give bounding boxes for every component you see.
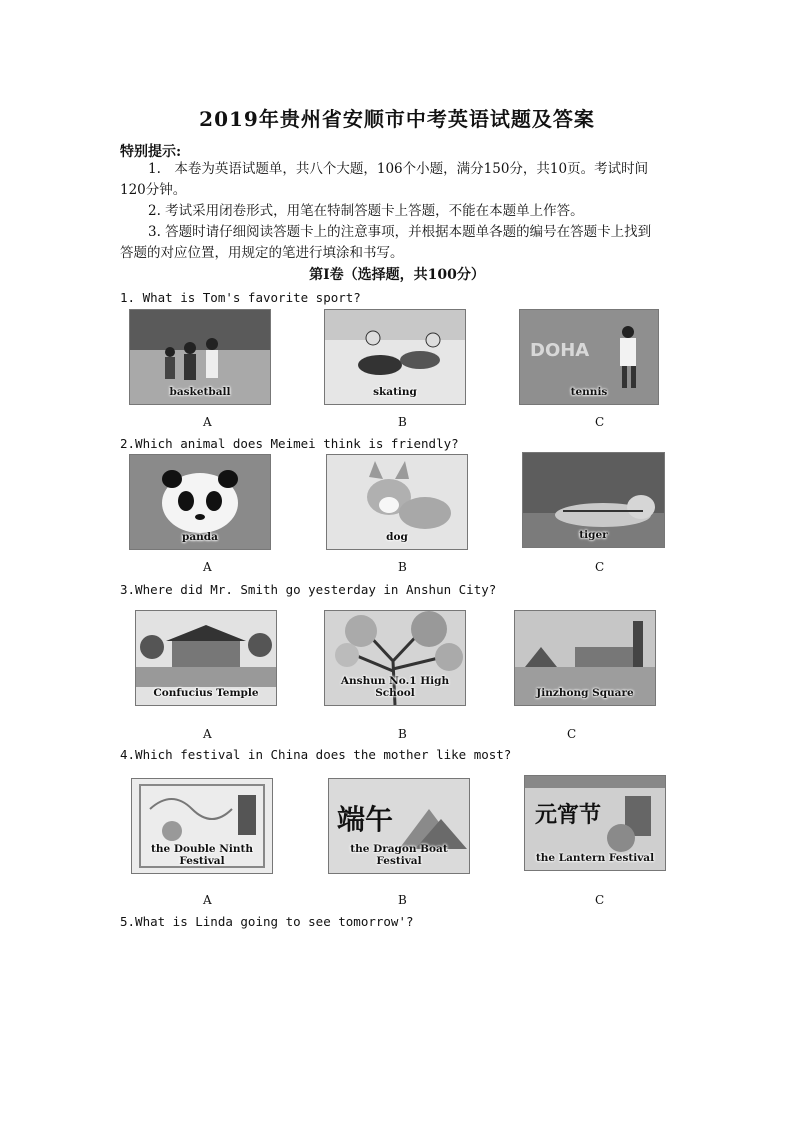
question-2: 2.Which animal does Meimei think is friendly? [120, 436, 459, 451]
option-2a-image [129, 454, 271, 550]
option-2c-caption: tiger [579, 529, 608, 541]
tennis-sign-text: DOHA [530, 340, 590, 361]
option-4c-caption: the Lantern Festival [535, 852, 655, 864]
notes-heading: 特别提示: [120, 144, 182, 160]
option-3a-caption: Confucius Temple [153, 687, 259, 699]
option-1b-caption: skating [373, 386, 417, 398]
question-1: 1. What is Tom's favorite sport? [120, 290, 361, 305]
note-line-3: 2. 考试采用闭卷形式，用笔在特制答题卡上答题，不能在本题单上作答。 [148, 203, 584, 219]
option-2b-caption: dog [386, 531, 408, 543]
option-3c-image [514, 610, 656, 706]
note-line-2: 120分钟。 [120, 182, 187, 198]
question-4: 4.Which festival in China does the mother like most? [120, 747, 512, 762]
option-4c-image [524, 775, 666, 871]
dragon-boat-poster-text: 端午 [337, 803, 394, 836]
option-2a-caption: panda [182, 531, 218, 543]
section-title: 第Ⅰ卷（选择题，共100分） [309, 267, 485, 283]
option-2a-letter: A [203, 560, 212, 574]
option-2c-letter: C [595, 560, 605, 574]
note-line-4: 3. 答题时请仔细阅读答题卡上的注意事项，并根据本题单各题的编号在答题卡上找到 [148, 224, 652, 240]
option-3c-caption: Jinzhong Square [536, 687, 634, 699]
lantern-poster-text: 元宵节 [535, 802, 602, 828]
option-2b-letter: B [398, 560, 407, 574]
option-4b-caption: the Dragon Boat Festival [350, 843, 448, 867]
option-3b-image [324, 610, 466, 706]
option-4b-image [328, 778, 470, 874]
option-1c-letter: C [595, 415, 605, 429]
option-1b-letter: B [398, 415, 407, 429]
option-2c-image [522, 452, 665, 548]
option-1a-letter: A [203, 415, 212, 429]
document-title: 2019年贵州省安顺市中考英语试题及答案 [199, 107, 595, 131]
option-1c-image [519, 309, 659, 405]
option-1b-image [324, 309, 466, 405]
option-2b-image [326, 454, 468, 550]
question-3: 3.Where did Mr. Smith go yesterday in Anshun City? [120, 582, 497, 597]
option-3b-letter: B [398, 727, 407, 741]
note-line-1: 1. 本卷为英语试题单，共八个大题，106个小题，满分150分，共10页。考试时间 [148, 161, 649, 177]
option-4b-letter: B [398, 893, 407, 907]
option-3a-letter: A [203, 727, 212, 741]
option-4a-letter: A [203, 893, 212, 907]
question-5: 5.What is Linda going to see tomorrow'? [120, 914, 414, 929]
note-line-5: 答题的对应位置，用规定的笔进行填涂和书写。 [120, 245, 404, 261]
option-3a-image [135, 610, 277, 706]
option-4a-caption: the Double Ninth Festival [151, 843, 253, 867]
option-4c-letter: C [595, 893, 605, 907]
option-3b-caption: Anshun No.1 High School [340, 675, 450, 699]
option-1a-image [129, 309, 271, 405]
option-4a-image [131, 778, 273, 874]
option-1c-caption: tennis [570, 386, 608, 398]
option-1a-caption: basketball [169, 386, 231, 398]
option-3c-letter: C [567, 727, 577, 741]
